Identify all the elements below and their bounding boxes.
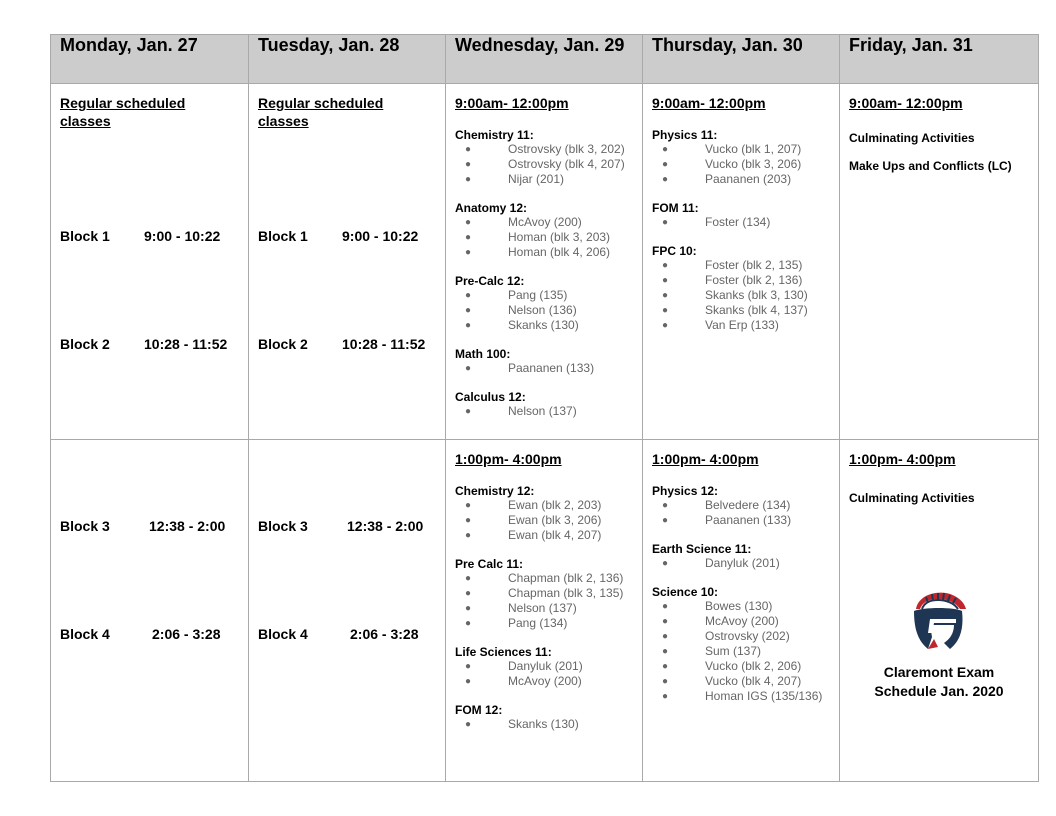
afternoon-row xyxy=(51,440,1039,782)
exam-item xyxy=(455,498,633,513)
exam-item-text: McAvoy (200) xyxy=(705,614,779,628)
exam-item xyxy=(455,245,633,260)
bullet-icon: ● xyxy=(465,290,472,301)
exam-item xyxy=(652,303,830,318)
day-header-wednesday: Wednesday, Jan. 29 xyxy=(446,35,643,84)
bullet-icon: ● xyxy=(465,174,472,185)
bullet-icon: ● xyxy=(662,275,669,286)
exam-item xyxy=(652,142,830,157)
exam-item xyxy=(455,513,633,528)
exam-list xyxy=(652,142,830,187)
bullet-icon: ● xyxy=(465,363,472,374)
exam-item-text: Vucko (blk 1, 207) xyxy=(705,142,802,156)
wednesday-morning-cell xyxy=(446,84,643,440)
thursday-pm-list xyxy=(652,484,830,704)
bullet-icon: ● xyxy=(662,515,669,526)
bullet-icon: ● xyxy=(662,631,669,642)
exam-item-text: Nelson (136) xyxy=(508,303,577,317)
exam-item-text: Skanks (130) xyxy=(508,717,579,731)
exam-item-text: Danyluk (201) xyxy=(508,659,583,673)
exam-item xyxy=(455,230,633,245)
subject-heading: Math 100: xyxy=(455,347,511,361)
bullet-icon: ● xyxy=(662,676,669,687)
bullet-icon: ● xyxy=(465,144,472,155)
subject-heading: Earth Science 11: xyxy=(652,542,752,556)
exam-item-text: Homan IGS (135/136) xyxy=(705,689,823,703)
subject-heading: Physics 12: xyxy=(652,484,719,498)
exam-item xyxy=(455,288,633,303)
exam-item-text: Ostrovsky (202) xyxy=(705,629,790,643)
subject-heading: Science 10: xyxy=(652,585,719,599)
day-header-friday: Friday, Jan. 31 xyxy=(840,35,1039,84)
subject-heading: Calculus 12: xyxy=(455,390,526,404)
spartan-helmet-icon xyxy=(908,589,970,653)
exam-item xyxy=(652,644,830,659)
exam-item xyxy=(652,318,830,333)
exam-item xyxy=(455,361,633,376)
bullet-icon: ● xyxy=(662,305,669,316)
exam-item xyxy=(652,674,830,689)
block-name: Block 2 xyxy=(258,336,308,352)
exam-item-text: Ewan (blk 2, 203) xyxy=(508,498,602,512)
block-time: 9:00 - 10:22 xyxy=(342,228,419,244)
bullet-icon: ● xyxy=(662,260,669,271)
friday-morning-cell xyxy=(840,84,1039,440)
exam-item xyxy=(652,172,830,187)
exam-list xyxy=(652,258,830,333)
bullet-icon: ● xyxy=(465,320,472,331)
wednesday-am-time: 9:00am- 12:00pm xyxy=(455,95,569,111)
exam-list xyxy=(455,142,633,187)
bullet-icon: ● xyxy=(662,646,669,657)
subject-heading: Physics 11: xyxy=(652,128,718,142)
block-time: 12:38 - 2:00 xyxy=(347,518,424,534)
friday-am-time: 9:00am- 12:00pm xyxy=(849,95,963,111)
bullet-icon: ● xyxy=(662,661,669,672)
tuesday-morning-cell xyxy=(249,84,446,440)
bullet-icon: ● xyxy=(465,588,472,599)
bullet-icon: ● xyxy=(662,601,669,612)
friday-am-note-1: Culminating Activities xyxy=(849,131,975,145)
exam-list xyxy=(455,571,633,631)
subject-heading: FOM 11: xyxy=(652,201,699,215)
day-header-monday: Monday, Jan. 27 xyxy=(51,35,249,84)
block-name: Block 1 xyxy=(60,228,110,244)
bullet-icon: ● xyxy=(465,232,472,243)
tuesday-block-1 xyxy=(258,228,436,244)
friday-pm-time: 1:00pm- 4:00pm xyxy=(849,451,956,467)
exam-list xyxy=(455,498,633,543)
wednesday-am-list xyxy=(455,128,633,419)
exam-item xyxy=(455,659,633,674)
bullet-icon: ● xyxy=(465,159,472,170)
exam-item-text: Homan (blk 4, 206) xyxy=(508,245,611,259)
bullet-icon: ● xyxy=(465,515,472,526)
monday-block-3 xyxy=(60,518,239,534)
exam-item-text: Danyluk (201) xyxy=(705,556,780,570)
bullet-icon: ● xyxy=(465,661,472,672)
exam-item xyxy=(455,404,633,419)
exam-list xyxy=(455,215,633,260)
exam-item xyxy=(652,599,830,614)
block-name: Block 4 xyxy=(60,626,110,642)
exam-list xyxy=(455,717,633,732)
thursday-am-time: 9:00am- 12:00pm xyxy=(652,95,766,111)
bullet-icon: ● xyxy=(662,159,669,170)
exam-item xyxy=(652,659,830,674)
subject-heading: FOM 12: xyxy=(455,703,503,717)
subject-heading: Pre Calc 11: xyxy=(455,557,524,571)
tuesday-block-3 xyxy=(258,518,436,534)
subject-heading: FPC 10: xyxy=(652,244,697,258)
exam-item-text: Paananen (133) xyxy=(705,513,792,527)
exam-item-text: Skanks (blk 3, 130) xyxy=(705,288,808,302)
exam-item-text: McAvoy (200) xyxy=(508,674,582,688)
friday-am-note-2: Make Ups and Conflicts (LC) xyxy=(849,159,1012,173)
exam-item-text: Van Erp (133) xyxy=(705,318,779,332)
logo-caption-line-2: Schedule Jan. 2020 xyxy=(874,683,1004,699)
day-header-thursday: Thursday, Jan. 30 xyxy=(643,35,840,84)
exam-item xyxy=(455,318,633,333)
exam-item xyxy=(652,629,830,644)
subject-heading: Chemistry 11: xyxy=(455,128,534,142)
exam-item-text: Skanks (blk 4, 137) xyxy=(705,303,808,317)
tuesday-heading: Regular scheduled classes xyxy=(258,95,384,129)
exam-item xyxy=(652,556,830,571)
exam-list xyxy=(652,498,830,528)
exam-item-text: Homan (blk 3, 203) xyxy=(508,230,611,244)
exam-item xyxy=(652,513,830,528)
exam-item xyxy=(455,303,633,318)
block-time: 2:06 - 3:28 xyxy=(152,626,221,642)
block-time: 9:00 - 10:22 xyxy=(144,228,221,244)
bullet-icon: ● xyxy=(465,719,472,730)
monday-afternoon-cell xyxy=(51,440,249,782)
bullet-icon: ● xyxy=(465,500,472,511)
bullet-icon: ● xyxy=(662,290,669,301)
tuesday-block-2 xyxy=(258,336,436,352)
subject-heading: Chemistry 12: xyxy=(455,484,535,498)
exam-list xyxy=(652,215,830,230)
subject-heading: Anatomy 12: xyxy=(455,201,528,215)
bullet-icon: ● xyxy=(662,320,669,331)
exam-item-text: Nelson (137) xyxy=(508,404,577,418)
bullet-icon: ● xyxy=(465,603,472,614)
block-name: Block 1 xyxy=(258,228,308,244)
monday-block-4 xyxy=(60,626,239,642)
block-time: 10:28 - 11:52 xyxy=(342,336,426,352)
block-name: Block 3 xyxy=(258,518,308,534)
morning-row xyxy=(51,84,1039,440)
bullet-icon: ● xyxy=(465,573,472,584)
thursday-am-list xyxy=(652,128,830,333)
exam-item xyxy=(455,142,633,157)
exam-item xyxy=(455,674,633,689)
block-name: Block 4 xyxy=(258,626,308,642)
exam-item-text: Ewan (blk 3, 206) xyxy=(508,513,602,527)
thursday-morning-cell xyxy=(643,84,840,440)
exam-list xyxy=(455,361,633,376)
monday-morning-cell xyxy=(51,84,249,440)
exam-item-text: Foster (blk 2, 136) xyxy=(705,273,803,287)
logo-caption-line-1: Claremont Exam xyxy=(883,664,995,680)
exam-item-text: Pang (135) xyxy=(508,288,568,302)
friday-pm-note-1: Culminating Activities xyxy=(849,491,975,505)
tuesday-block-4 xyxy=(258,626,436,642)
exam-list xyxy=(455,659,633,689)
exam-item xyxy=(455,172,633,187)
block-name: Block 2 xyxy=(60,336,110,352)
header-row xyxy=(51,35,1039,84)
subject-heading: Life Sciences 11: xyxy=(455,645,552,659)
exam-item xyxy=(652,614,830,629)
exam-schedule-table xyxy=(50,34,1039,782)
bullet-icon: ● xyxy=(465,618,472,629)
exam-item-text: Vucko (blk 4, 207) xyxy=(705,674,802,688)
exam-item-text: Nelson (137) xyxy=(508,601,577,615)
subject-heading: Pre-Calc 12: xyxy=(455,274,525,288)
exam-item xyxy=(455,586,633,601)
exam-item-text: Paananen (133) xyxy=(508,361,595,375)
exam-item-text: Pang (134) xyxy=(508,616,568,630)
exam-list xyxy=(455,404,633,419)
exam-list xyxy=(652,599,830,704)
exam-item-text: Foster (blk 2, 135) xyxy=(705,258,803,272)
bullet-icon: ● xyxy=(662,144,669,155)
wednesday-pm-list xyxy=(455,484,633,732)
exam-item-text: Chapman (blk 3, 135) xyxy=(508,586,624,600)
exam-item-text: Ostrovsky (blk 3, 202) xyxy=(508,142,625,156)
exam-item-text: Ewan (blk 4, 207) xyxy=(508,528,602,542)
block-name: Block 3 xyxy=(60,518,110,534)
exam-item xyxy=(652,157,830,172)
exam-item xyxy=(455,601,633,616)
bullet-icon: ● xyxy=(465,247,472,258)
exam-list xyxy=(455,288,633,333)
exam-item-text: Ostrovsky (blk 4, 207) xyxy=(508,157,625,171)
exam-item xyxy=(652,258,830,273)
bullet-icon: ● xyxy=(662,174,669,185)
thursday-afternoon-cell xyxy=(643,440,840,782)
exam-item xyxy=(652,288,830,303)
bullet-icon: ● xyxy=(465,217,472,228)
wednesday-afternoon-cell xyxy=(446,440,643,782)
bullet-icon: ● xyxy=(662,616,669,627)
tuesday-afternoon-cell xyxy=(249,440,446,782)
day-header-tuesday: Tuesday, Jan. 28 xyxy=(249,35,446,84)
exam-item xyxy=(652,273,830,288)
exam-item-text: McAvoy (200) xyxy=(508,215,582,229)
block-time: 2:06 - 3:28 xyxy=(350,626,419,642)
block-time: 10:28 - 11:52 xyxy=(144,336,228,352)
exam-item-text: Nijar (201) xyxy=(508,172,565,186)
exam-item xyxy=(455,157,633,172)
bullet-icon: ● xyxy=(465,406,472,417)
exam-item xyxy=(455,616,633,631)
wednesday-pm-time: 1:00pm- 4:00pm xyxy=(455,451,562,467)
monday-block-1 xyxy=(60,228,239,244)
exam-item-text: Foster (134) xyxy=(705,215,771,229)
exam-item-text: Belvedere (134) xyxy=(705,498,791,512)
exam-item xyxy=(652,498,830,513)
bullet-icon: ● xyxy=(662,217,669,228)
bullet-icon: ● xyxy=(465,305,472,316)
exam-item xyxy=(455,717,633,732)
exam-list xyxy=(652,556,830,571)
monday-heading: Regular scheduled classes xyxy=(60,95,186,129)
exam-item xyxy=(455,215,633,230)
exam-item-text: Sum (137) xyxy=(705,644,762,658)
exam-item-text: Chapman (blk 2, 136) xyxy=(508,571,624,585)
thursday-pm-time: 1:00pm- 4:00pm xyxy=(652,451,759,467)
exam-item xyxy=(652,215,830,230)
bullet-icon: ● xyxy=(662,691,669,702)
bullet-icon: ● xyxy=(662,558,669,569)
bullet-icon: ● xyxy=(465,530,472,541)
exam-item xyxy=(455,571,633,586)
block-time: 12:38 - 2:00 xyxy=(149,518,226,534)
friday-afternoon-cell xyxy=(840,440,1039,782)
exam-item-text: Vucko (blk 3, 206) xyxy=(705,157,802,171)
bullet-icon: ● xyxy=(465,676,472,687)
exam-item-text: Vucko (blk 2, 206) xyxy=(705,659,802,673)
exam-item xyxy=(455,528,633,543)
exam-item-text: Paananen (203) xyxy=(705,172,792,186)
exam-item-text: Bowes (130) xyxy=(705,599,773,613)
monday-block-2 xyxy=(60,336,239,352)
bullet-icon: ● xyxy=(662,500,669,511)
exam-item-text: Skanks (130) xyxy=(508,318,579,332)
exam-item xyxy=(652,689,830,704)
